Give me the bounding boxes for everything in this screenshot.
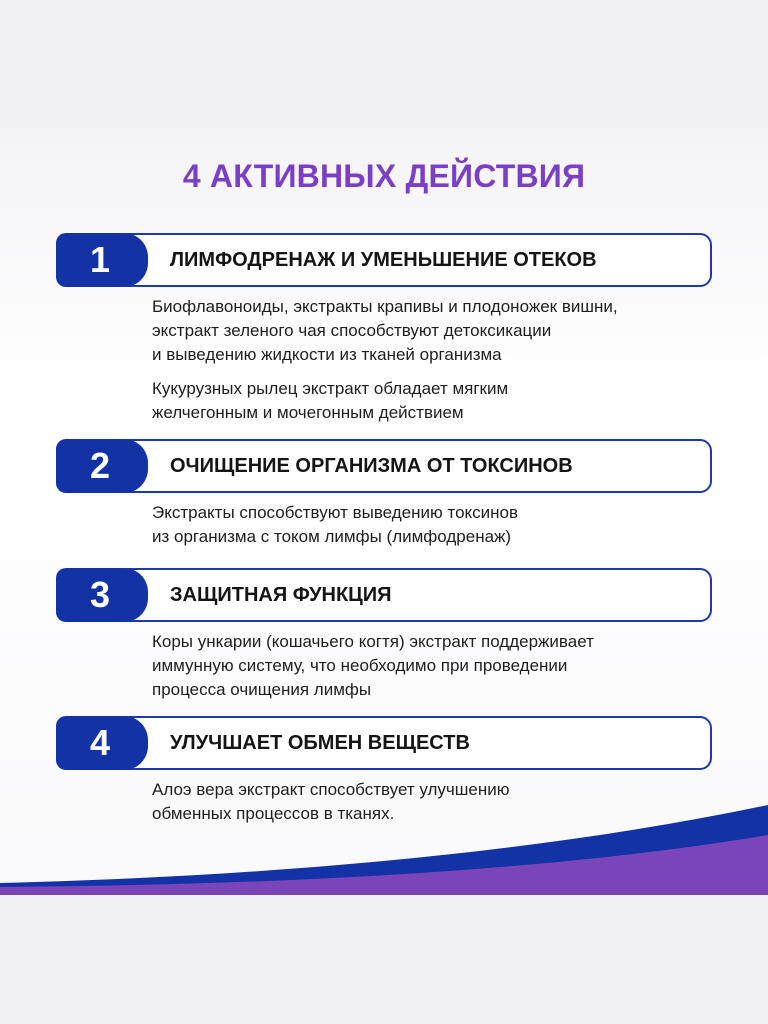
item-header-bar xyxy=(56,439,712,493)
item-number-badge: 2 xyxy=(56,439,148,493)
decorative-wave xyxy=(0,765,768,895)
description-line: Экстракты способствуют выведению токсинов xyxy=(152,503,519,522)
action-item-2 xyxy=(56,439,712,559)
page-title: 4 АКТИВНЫХ ДЕЙСТВИЯ xyxy=(182,158,586,194)
item-number-badge: 3 xyxy=(56,568,148,622)
description-paragraph xyxy=(152,295,712,367)
description-paragraph xyxy=(152,630,712,702)
item-description xyxy=(152,295,712,425)
description-line: из организма с током лимфы (лимфодренаж) xyxy=(152,527,512,546)
description-line: процесса очищения лимфы xyxy=(152,680,372,699)
infographic-card xyxy=(0,128,768,895)
item-heading: ЛИМФОДРЕНАЖ И УМЕНЬШЕНИЕ ОТЕКОВ xyxy=(170,249,597,271)
description-line: Биофлавоноиды, экстракты крапивы и плодоножек вишни, xyxy=(152,297,618,316)
item-heading: ЗАЩИТНАЯ ФУНКЦИЯ xyxy=(170,584,392,606)
description-line: и выведению жидкости из тканей организма xyxy=(152,345,502,364)
item-heading: ОЧИЩЕНИЕ ОРГАНИЗМА ОТ ТОКСИНОВ xyxy=(170,455,573,477)
action-item-1 xyxy=(56,233,712,435)
item-number-badge: 4 xyxy=(56,716,148,770)
item-description xyxy=(152,630,712,702)
item-number-badge: 1 xyxy=(56,233,148,287)
description-line: обменных процессов в тканях. xyxy=(152,804,395,823)
description-paragraph xyxy=(152,377,712,425)
description-line: Кукурузных рылец экстракт обладает мягким xyxy=(152,379,509,398)
description-line: желчегонным и мочегонным действием xyxy=(152,403,464,422)
item-description xyxy=(152,501,712,549)
item-header-bar xyxy=(56,568,712,622)
action-item-3 xyxy=(56,568,712,712)
item-heading: УЛУЧШАЕТ ОБМЕН ВЕЩЕСТВ xyxy=(170,732,470,754)
description-line: Алоэ вера экстракт способствует улучшению xyxy=(152,780,510,799)
item-header-bar xyxy=(56,716,712,770)
item-header-bar xyxy=(56,233,712,287)
description-line: Коры ункарии (кошачьего когтя) экстракт поддерживает xyxy=(152,632,594,651)
description-paragraph xyxy=(152,501,712,549)
description-line: иммунную систему, что необходимо при проведении xyxy=(152,656,568,675)
description-line: экстракт зеленого чая способствуют детоксикации xyxy=(152,321,552,340)
